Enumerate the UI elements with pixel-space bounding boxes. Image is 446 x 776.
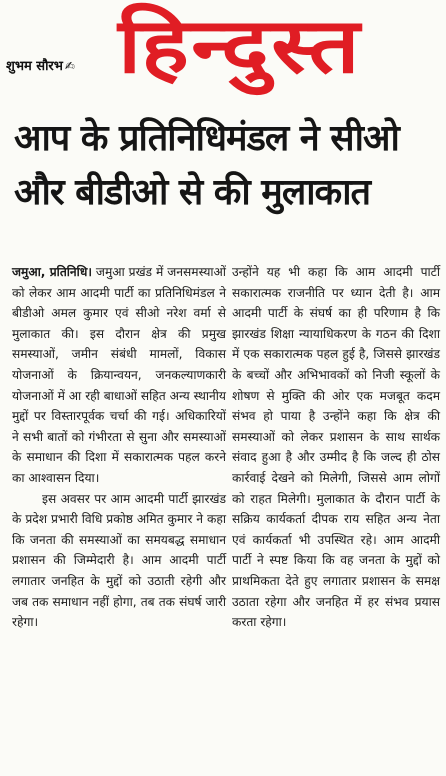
article-paragraph-3: उन्होंने यह भी कहा कि आम आदमी पार्टी सकारात्मक राजनीति पर ध्यान देती है। आम आदमी पार्टी के संघर्ष का ही परिणाम है कि झारखंड शिक्षा न्यायाधिकरण के गठन की दिशा में एक सकारात्मक पहल हुई है, जिससे झारखंड के बच्चों और अभिभावकों को निजी स्कूलों के शोषण से मुक्ति की ओर एक मजबूत कदम संभव हो पाया है उन्होंने कहा कि क्षेत्र की समस्याओं को लेकर प्रशासन के साथ सार्थक संवाद हुआ है और उम्मीद है कि जल्द ही ठोस कार्रवाई देखने को मिलेगी, जिससे आम लोगों को राहत मिलेगी। मुलाकात के दौरान पार्टी के सक्रिय कार्यकर्ता दीपक राय सहित अन्य नेता एवं कार्यकर्ता भी उपस्थित रहे। आम आदमी पार्टी ने स्पष्ट किया कि वह जनता के मुद्दों को प्राथमिकता देते हुए लगातार प्रशासन के समक्ष उठाता रहेगा और जनहित में हर संभव प्रयास करता रहेगा। [232,265,440,630]
byline [6,56,75,74]
headline [14,112,440,220]
dateline: जमुआ, प्रतिनिधि। [12,265,92,279]
headline-line-2: और बीडीओ से की मुलाकात [14,172,371,213]
article-paragraph-1-text: जमुआ प्रखंड में जनसमस्याओं को लेकर आम आदमी पार्टी का प्रतिनिधिमंडल ने बीडीओ अमल कुमार एवं सीओ नरेश वर्मा से मुलाकात की। इस दौरान क्षेत्र की प्रमुख समस्याओं, जमीन संबंधी मामलों, विकास योजनाओं के क्रियान्वयन, जनकल्याणकारी योजनाओं में आ रही बाधाओं सहित अन्य स्थानीय मुद्दों पर विस्तारपूर्वक चर्चा की गई। अधिकारियों ने सभी बातों को गंभीरता से सुना और समस्याओं के समाधान की दिशा में सकारात्मक पहल करने का आश्वासन दिया। [12,265,227,485]
byline-name: शुभम सौरभ [6,59,63,74]
article-column-left [12,262,226,633]
newspaper-logo: हिन्दुस्त [118,1,362,90]
masthead [0,0,446,110]
writing-hand-icon: ✍ [64,59,75,73]
article-column-right [232,262,440,633]
article-paragraph-2: इस अवसर पर आम आदमी पार्टी झारखंड के प्रदेश प्रभारी विधि प्रकोष्ठ अमित कुमार ने कहा कि जनता की समस्याओं का समयबद्ध समाधान प्रशासन की जिम्मेदारी है। आम आदमी पार्टी लगातार जनहित के मुद्दों को उठाती रहेगी और जब तक समाधान नहीं होगा, तब तक संघर्ष जारी रहेगा। [12,491,226,630]
article-paragraph-1 [12,262,226,489]
headline-line-1: आप के प्रतिनिधिमंडल ने सीओ [14,118,399,159]
